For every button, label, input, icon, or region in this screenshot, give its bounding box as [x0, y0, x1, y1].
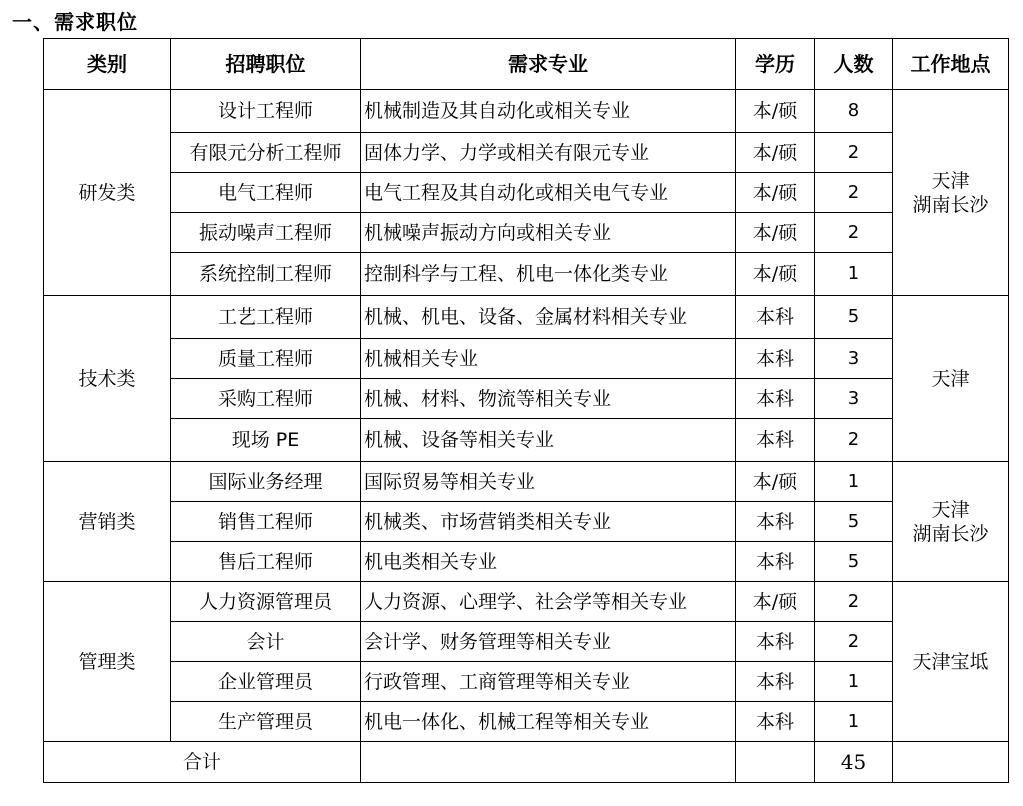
count-cell: 5 [815, 296, 893, 339]
table-row [44, 339, 1009, 379]
table-body [44, 90, 1009, 783]
table-row [44, 502, 1009, 542]
position-cell: 有限元分析工程师 [171, 133, 361, 173]
count-cell: 2 [815, 133, 893, 173]
position-cell: 人力资源管理员 [171, 582, 361, 622]
table-row [44, 379, 1009, 419]
table-row [44, 582, 1009, 622]
major-cell: 人力资源、心理学、社会学等相关专业 [361, 582, 736, 622]
total-row [44, 742, 1009, 783]
location-line: 天津 [931, 367, 970, 390]
education-cell: 本/硕 [736, 90, 815, 133]
table-row [44, 622, 1009, 662]
category-cell: 营销类 [44, 462, 171, 582]
count-cell: 2 [815, 622, 893, 662]
count-cell: 2 [815, 173, 893, 213]
table-row [44, 542, 1009, 582]
table-row [44, 462, 1009, 502]
education-cell: 本/硕 [736, 133, 815, 173]
count-cell: 1 [815, 253, 893, 296]
position-cell: 振动噪声工程师 [171, 213, 361, 253]
count-cell: 2 [815, 419, 893, 462]
position-cell: 会计 [171, 622, 361, 662]
category-cell: 技术类 [44, 296, 171, 462]
location-line: 湖南长沙 [912, 522, 989, 545]
table-row [44, 133, 1009, 173]
count-cell: 2 [815, 582, 893, 622]
major-cell: 机械噪声振动方向或相关专业 [361, 213, 736, 253]
header-position: 招聘职位 [171, 39, 361, 90]
education-cell: 本/硕 [736, 213, 815, 253]
position-cell: 系统控制工程师 [171, 253, 361, 296]
location-line: 天津 [931, 498, 970, 521]
position-cell: 销售工程师 [171, 502, 361, 542]
major-cell: 固体力学、力学或相关有限元专业 [361, 133, 736, 173]
count-cell: 5 [815, 542, 893, 582]
major-cell: 机械类、市场营销类相关专业 [361, 502, 736, 542]
count-cell: 5 [815, 502, 893, 542]
education-cell: 本科 [736, 339, 815, 379]
education-cell: 本科 [736, 702, 815, 742]
major-cell: 控制科学与工程、机电一体化类专业 [361, 253, 736, 296]
header-category: 类别 [44, 39, 171, 90]
section-heading: 一、需求职位 [12, 10, 138, 34]
major-cell: 机械、机电、设备、金属材料相关专业 [361, 296, 736, 339]
table-row [44, 296, 1009, 339]
header-major: 需求专业 [361, 39, 736, 90]
count-cell: 8 [815, 90, 893, 133]
header-count: 人数 [815, 39, 893, 90]
category-cell: 研发类 [44, 90, 171, 296]
education-cell: 本科 [736, 502, 815, 542]
education-cell: 本科 [736, 379, 815, 419]
position-cell: 设计工程师 [171, 90, 361, 133]
location-cell [893, 90, 1009, 296]
header-location: 工作地点 [893, 39, 1009, 90]
count-cell: 2 [815, 213, 893, 253]
table-row [44, 253, 1009, 296]
location-cell [893, 296, 1009, 462]
location-line: 天津 [931, 169, 970, 192]
count-cell: 3 [815, 379, 893, 419]
position-cell: 售后工程师 [171, 542, 361, 582]
major-cell: 国际贸易等相关专业 [361, 462, 736, 502]
table-row [44, 90, 1009, 133]
count-cell: 1 [815, 462, 893, 502]
major-cell: 机械制造及其自动化或相关专业 [361, 90, 736, 133]
education-cell: 本/硕 [736, 462, 815, 502]
position-cell: 生产管理员 [171, 702, 361, 742]
position-cell: 采购工程师 [171, 379, 361, 419]
total-label: 合计 [44, 742, 361, 783]
table-row [44, 662, 1009, 702]
education-cell: 本科 [736, 419, 815, 462]
table-row [44, 213, 1009, 253]
position-cell: 质量工程师 [171, 339, 361, 379]
total-empty-education [736, 742, 815, 783]
major-cell: 机械、设备等相关专业 [361, 419, 736, 462]
education-cell: 本/硕 [736, 253, 815, 296]
header-row [44, 39, 1009, 90]
table-row [44, 419, 1009, 462]
position-cell: 电气工程师 [171, 173, 361, 213]
major-cell: 机电类相关专业 [361, 542, 736, 582]
table-row [44, 702, 1009, 742]
table-row [44, 173, 1009, 213]
education-cell: 本科 [736, 662, 815, 702]
location-line: 天津宝坻 [912, 650, 989, 673]
education-cell: 本科 [736, 542, 815, 582]
header-education: 学历 [736, 39, 815, 90]
major-cell: 机械、材料、物流等相关专业 [361, 379, 736, 419]
position-cell: 工艺工程师 [171, 296, 361, 339]
location-line: 湖南长沙 [912, 193, 989, 216]
count-cell: 1 [815, 702, 893, 742]
location-cell [893, 462, 1009, 582]
position-cell: 现场 PE [171, 419, 361, 462]
education-cell: 本/硕 [736, 173, 815, 213]
category-cell: 管理类 [44, 582, 171, 742]
positions-table [43, 38, 1009, 783]
total-count: 45 [815, 742, 893, 783]
count-cell: 1 [815, 662, 893, 702]
total-empty-major [361, 742, 736, 783]
education-cell: 本科 [736, 622, 815, 662]
position-cell: 企业管理员 [171, 662, 361, 702]
major-cell: 行政管理、工商管理等相关专业 [361, 662, 736, 702]
major-cell: 机械相关专业 [361, 339, 736, 379]
count-cell: 3 [815, 339, 893, 379]
location-cell [893, 582, 1009, 742]
major-cell: 会计学、财务管理等相关专业 [361, 622, 736, 662]
education-cell: 本科 [736, 296, 815, 339]
major-cell: 电气工程及其自动化或相关电气专业 [361, 173, 736, 213]
total-empty-location [893, 742, 1009, 783]
position-cell: 国际业务经理 [171, 462, 361, 502]
education-cell: 本/硕 [736, 582, 815, 622]
major-cell: 机电一体化、机械工程等相关专业 [361, 702, 736, 742]
